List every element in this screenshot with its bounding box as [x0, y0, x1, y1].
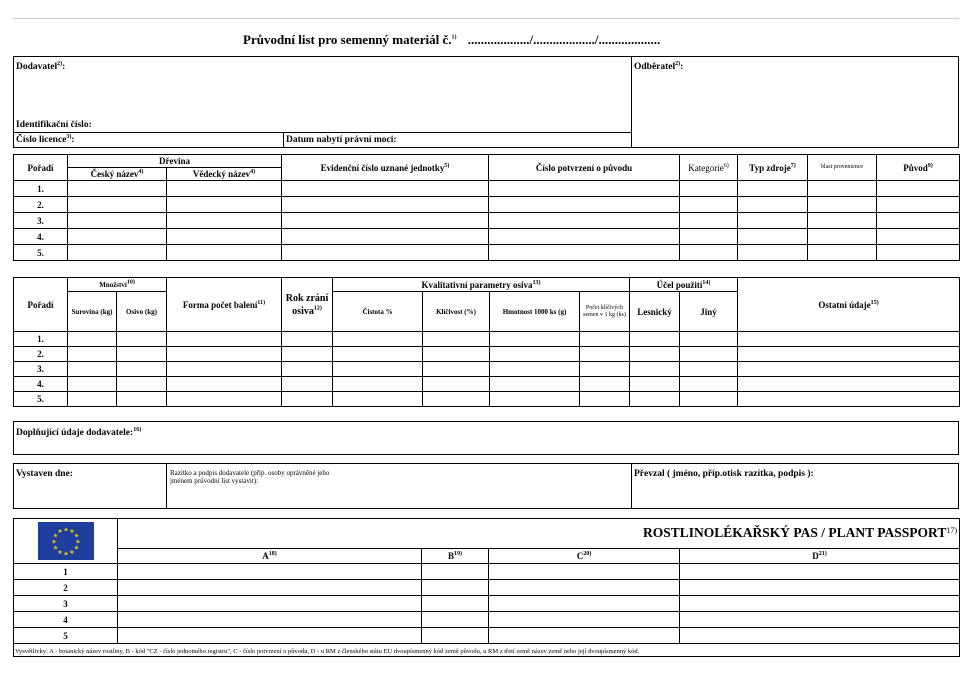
t2-mnozstvi-text: Množství — [99, 280, 127, 289]
t1-row-number: 3. — [14, 213, 68, 229]
table-row — [14, 332, 960, 347]
t2-cell[interactable] — [738, 347, 960, 362]
passport-cell[interactable] — [489, 628, 680, 644]
passport-col-d — [680, 549, 960, 564]
t2-cell[interactable] — [738, 332, 960, 347]
table-row — [14, 362, 960, 377]
t2-body — [14, 332, 960, 407]
t1-cesky-sup: 4) — [138, 169, 144, 175]
flag-star-icon: ★ — [73, 544, 79, 552]
t2-cell[interactable] — [630, 347, 680, 362]
t1-cell[interactable] — [808, 213, 877, 229]
supplier-sup: 2) — [57, 60, 63, 67]
t1-typ-header — [738, 155, 808, 181]
passport-col-d-text: D — [812, 551, 819, 561]
passport-cell[interactable] — [489, 580, 680, 596]
passport-cell[interactable] — [422, 596, 489, 612]
passport-title-sup: 17) — [946, 526, 958, 535]
title-sup: 1) — [451, 34, 457, 41]
t1-typ-sup: 7) — [790, 162, 796, 169]
t2-cell[interactable] — [117, 347, 167, 362]
species-table-wrap — [13, 154, 959, 261]
t2-ucel-header — [630, 278, 738, 292]
t2-mnozstvi-header — [68, 278, 167, 292]
page-title — [243, 32, 660, 48]
t2-cell[interactable] — [738, 377, 960, 392]
t2-ostatni-sup: 15) — [870, 299, 879, 306]
t2-cell[interactable] — [580, 392, 630, 407]
passport-cell[interactable] — [118, 628, 422, 644]
quantity-table-wrap — [13, 277, 959, 407]
t1-row-number: 5. — [14, 245, 68, 261]
issue-block — [13, 463, 959, 509]
t1-cell[interactable] — [282, 213, 489, 229]
flag-star-icon: ★ — [52, 532, 58, 540]
t2-cell[interactable] — [68, 347, 117, 362]
t2-cell[interactable] — [580, 347, 630, 362]
passport-cell[interactable] — [422, 612, 489, 628]
t1-cell[interactable] — [738, 181, 808, 197]
receiver-label-text: Odběratel — [634, 62, 676, 72]
table-row — [14, 580, 960, 596]
passport-col-a-sup: 18) — [268, 551, 277, 557]
t2-ucel-text: Účel použití — [656, 279, 703, 290]
flag-star-icon: ★ — [62, 550, 69, 558]
table-row — [14, 245, 960, 261]
t2-row-number: 5. — [14, 392, 68, 407]
t2-cell[interactable] — [282, 362, 333, 377]
t2-cell[interactable] — [423, 377, 490, 392]
t2-order-header: Pořadí — [14, 278, 68, 332]
t2-klicivost-header: Klíčivost (%) — [423, 292, 490, 332]
t2-cell[interactable] — [490, 347, 580, 362]
t2-lesnicky-header: Lesnický — [630, 292, 680, 332]
licence-label: Číslo licence$^{3)}$: — [16, 133, 75, 145]
t2-cell[interactable] — [630, 332, 680, 347]
t1-order-header: Pořadí — [14, 155, 68, 181]
t1-cell[interactable] — [877, 181, 960, 197]
t1-evid-text: Evidenční číslo uznané jednotky — [320, 162, 445, 173]
title-text: Průvodní list pro semenný materiál č. — [243, 32, 452, 47]
passport-cell[interactable] — [680, 580, 960, 596]
t1-cell[interactable] — [68, 197, 167, 213]
t2-ucel-sup: 14) — [702, 279, 711, 286]
licence-divider — [283, 132, 284, 148]
passport-table — [13, 518, 960, 657]
t2-hmotnost-header: Hmotnost 1000 ks (g) — [490, 292, 580, 332]
passport-cell[interactable] — [680, 628, 960, 644]
t1-cell[interactable] — [282, 229, 489, 245]
t1-drevina-header: Dřevina — [68, 155, 282, 168]
t2-forma-sup: 11) — [257, 299, 266, 306]
t1-cell[interactable] — [167, 197, 282, 213]
additional-info-label — [16, 428, 141, 438]
t1-cell[interactable] — [877, 245, 960, 261]
t2-cell[interactable] — [117, 392, 167, 407]
t2-osivo-header: Osivo (kg) — [117, 292, 167, 332]
passport-cell[interactable] — [118, 580, 422, 596]
t2-cell[interactable] — [680, 347, 738, 362]
passport-cell[interactable] — [680, 564, 960, 580]
passport-col-c — [489, 549, 680, 564]
eu-flag-icon — [38, 522, 94, 560]
legend-row — [14, 644, 960, 657]
t2-cell[interactable] — [630, 377, 680, 392]
t1-puvod-text: Původ — [903, 162, 928, 173]
issue-divider-1 — [166, 464, 167, 508]
t1-row-number: 4. — [14, 229, 68, 245]
passport-row-number: 4 — [14, 612, 118, 628]
table-row — [14, 197, 960, 213]
t1-vedecky-text: Vědecký název — [192, 169, 251, 179]
passport-cell[interactable] — [422, 628, 489, 644]
t2-forma-text: Forma počet balení — [182, 299, 258, 310]
t1-kategorie-header — [680, 155, 738, 181]
t1-cell[interactable] — [167, 213, 282, 229]
t2-ostatni-text: Ostatní údaje — [818, 299, 871, 310]
t1-oblast-header: blast provenience — [808, 155, 877, 181]
passport-cell[interactable] — [422, 564, 489, 580]
header-block — [13, 56, 959, 148]
t2-cell[interactable] — [738, 392, 960, 407]
t1-row-number: 2. — [14, 197, 68, 213]
t2-pocet-header: Počet klíčivých semen v 1 kg (ks) — [580, 292, 630, 332]
passport-col-b-sup: 19) — [454, 551, 462, 557]
t2-rok-text: Rok zrání osiva — [285, 292, 329, 317]
supplier-label: Dodavatel$^{2)}$: — [16, 60, 66, 72]
flag-star-icon: ★ — [50, 538, 57, 546]
t2-cell[interactable] — [738, 362, 960, 377]
t1-typ-text: Typ zdroje — [749, 162, 791, 173]
passport-cell[interactable] — [118, 612, 422, 628]
species-table — [13, 154, 960, 261]
t1-cesky-header — [68, 168, 167, 181]
table-row — [14, 347, 960, 362]
id-label: Identifikační číslo: — [16, 120, 92, 130]
licence-label-text: Číslo licence — [16, 135, 67, 145]
flag-star-icon: ★ — [74, 538, 81, 546]
t2-cell[interactable] — [333, 332, 423, 347]
t1-cell[interactable] — [738, 197, 808, 213]
passport-col-c-text: C — [576, 551, 584, 561]
title-box — [13, 18, 959, 56]
t2-cell[interactable] — [167, 377, 282, 392]
eu-flag-cell — [14, 519, 118, 564]
flag-star-icon: ★ — [68, 528, 75, 536]
t2-cell[interactable] — [333, 362, 423, 377]
t2-cell[interactable] — [680, 392, 738, 407]
t1-cell[interactable] — [680, 181, 738, 197]
t1-cell[interactable] — [738, 229, 808, 245]
t2-cell[interactable] — [680, 377, 738, 392]
passport-cell[interactable] — [422, 580, 489, 596]
t2-cell[interactable] — [630, 392, 680, 407]
t1-cell[interactable] — [680, 213, 738, 229]
t1-cell[interactable] — [877, 197, 960, 213]
t2-cell[interactable] — [630, 362, 680, 377]
passport-col-d-sup: 21) — [818, 551, 827, 557]
t2-cell[interactable] — [167, 332, 282, 347]
t2-row-number: 1. — [14, 332, 68, 347]
t2-cell[interactable] — [167, 347, 282, 362]
t2-cell[interactable] — [117, 332, 167, 347]
passport-col-a — [118, 549, 422, 564]
t2-cell[interactable] — [423, 392, 490, 407]
t2-cell[interactable] — [580, 332, 630, 347]
t1-cell[interactable] — [808, 245, 877, 261]
t2-kval-sup: 13) — [532, 279, 541, 286]
t1-cell[interactable] — [167, 229, 282, 245]
t1-cell[interactable] — [68, 213, 167, 229]
t1-cell[interactable] — [68, 229, 167, 245]
t1-row-number: 1. — [14, 181, 68, 197]
t2-cell[interactable] — [423, 332, 490, 347]
t1-kategorie-text: Kategorie — [688, 162, 724, 173]
t1-cell[interactable] — [680, 197, 738, 213]
t2-cell[interactable] — [68, 332, 117, 347]
t2-jiny-header: Jiný — [680, 292, 738, 332]
supplier-divider — [631, 57, 632, 148]
t2-cell[interactable] — [333, 347, 423, 362]
passport-col-b-text: B — [447, 551, 454, 561]
passport-title — [118, 519, 960, 549]
t1-cell[interactable] — [680, 245, 738, 261]
t2-cell[interactable] — [333, 377, 423, 392]
table-row — [14, 229, 960, 245]
table-row — [14, 596, 960, 612]
t1-vedecky-sup: 4) — [250, 169, 256, 175]
issued-date-label: Vystaven dne: — [16, 469, 73, 479]
t2-ostatni-header — [738, 278, 960, 332]
t1-cell[interactable] — [738, 245, 808, 261]
t2-row-number: 4. — [14, 377, 68, 392]
passport-wrap — [13, 518, 959, 657]
t1-cell[interactable] — [489, 245, 680, 261]
table-row — [14, 564, 960, 580]
additional-info-sup: 16) — [133, 426, 142, 433]
issue-divider-2 — [631, 464, 632, 508]
supplier-label-text: Dodavatel — [16, 62, 58, 72]
t2-cell[interactable] — [680, 362, 738, 377]
receiver-sup: 2) — [675, 60, 681, 67]
t2-cell[interactable] — [167, 362, 282, 377]
passport-cell[interactable] — [118, 564, 422, 580]
quantity-table — [13, 277, 960, 407]
t2-forma-header — [167, 278, 282, 332]
t1-cell[interactable] — [489, 181, 680, 197]
t1-cell[interactable] — [877, 213, 960, 229]
legend-text: Vysvětlivky: A - botanický název rostliny, B - kód "CZ - číslo jednotného registru", C - číslo potvrzení o původu, D - u RM z členského státu EU dvoupísmenný kód země původu, u RM z třetí země název země nebo její dvoupísmenný kód. — [15, 647, 640, 655]
t1-kategorie-sup: 6) — [723, 162, 729, 169]
flag-star-icon: ★ — [73, 532, 79, 540]
passport-col-b — [422, 549, 489, 564]
t1-evid-header — [282, 155, 489, 181]
t2-cell[interactable] — [490, 362, 580, 377]
t2-cell[interactable] — [333, 392, 423, 407]
table-row — [14, 377, 960, 392]
receiver-label: Odběratel$^{2)}$: — [634, 60, 684, 72]
t1-cell[interactable] — [808, 181, 877, 197]
received-label: Převzal ( jméno, příp.otisk razítka, podpis ): — [634, 469, 814, 479]
flag-star-icon: ★ — [62, 526, 69, 534]
flag-star-icon: ★ — [56, 548, 63, 556]
t1-body — [14, 181, 960, 261]
additional-info-text: Doplňující údaje dodavatele: — [16, 428, 134, 438]
t2-cell[interactable] — [117, 362, 167, 377]
flag-star-icon: ★ — [68, 548, 75, 556]
t1-cell[interactable] — [489, 213, 680, 229]
t2-cell[interactable] — [680, 332, 738, 347]
t1-cell[interactable] — [808, 229, 877, 245]
t2-kval-header — [333, 278, 630, 292]
t2-cell[interactable] — [490, 377, 580, 392]
passport-row-number: 3 — [14, 596, 118, 612]
licence-sup: 3) — [66, 133, 72, 140]
passport-col-a-text: A — [262, 551, 269, 561]
t1-potvrzeni-header: Číslo potvrzení o původu — [489, 155, 680, 181]
stamp-label: Razítko a podpis dodavatele (příp. osoby oprávněné jeho jménem průvodní list vystavit): — [170, 469, 330, 485]
t1-puvod-header — [877, 155, 960, 181]
t2-cell[interactable] — [423, 362, 490, 377]
t2-cell[interactable] — [167, 392, 282, 407]
passport-row-number: 1 — [14, 564, 118, 580]
t1-cell[interactable] — [680, 229, 738, 245]
t2-cell[interactable] — [282, 377, 333, 392]
table-row — [14, 213, 960, 229]
t2-cell[interactable] — [68, 392, 117, 407]
t2-cell[interactable] — [282, 347, 333, 362]
t1-cell[interactable] — [167, 181, 282, 197]
passport-cell[interactable] — [680, 596, 960, 612]
table-row — [14, 392, 960, 407]
passport-title-text: ROSTLINOLÉKAŘSKÝ PAS / PLANT PASSPORT — [643, 525, 947, 540]
t2-cell[interactable] — [68, 362, 117, 377]
t1-cell[interactable] — [68, 181, 167, 197]
t2-cell[interactable] — [490, 392, 580, 407]
t1-cell[interactable] — [167, 245, 282, 261]
t2-rok-sup: 12) — [313, 305, 322, 312]
t1-cell[interactable] — [808, 197, 877, 213]
t1-evid-sup: 5) — [444, 162, 450, 169]
t2-kval-text: Kvalitativní parametry osiva — [421, 279, 533, 290]
table-row — [14, 181, 960, 197]
t1-puvod-sup: 9) — [927, 162, 933, 169]
date-label: Datum nabytí právní moci: — [286, 135, 397, 145]
t2-surovina-header: Surovina (kg) — [68, 292, 117, 332]
t2-rok-header — [282, 278, 333, 332]
passport-cell[interactable] — [489, 612, 680, 628]
t2-row-number: 3. — [14, 362, 68, 377]
t1-cell[interactable] — [68, 245, 167, 261]
table-row — [14, 612, 960, 628]
t2-cell[interactable] — [490, 332, 580, 347]
t1-cell[interactable] — [282, 245, 489, 261]
t2-mnozstvi-sup: 10) — [126, 279, 135, 286]
table-row — [14, 628, 960, 644]
title-dots: .................../.................../................... — [467, 32, 661, 47]
t2-cistota-header: Čistota % — [333, 292, 423, 332]
passport-cell[interactable] — [680, 612, 960, 628]
passport-col-c-sup: 20) — [583, 551, 592, 557]
passport-body — [14, 564, 960, 657]
additional-info-box[interactable] — [13, 421, 959, 455]
t2-cell[interactable] — [282, 392, 333, 407]
legend-cell — [14, 644, 960, 657]
passport-cell[interactable] — [489, 596, 680, 612]
t2-row-number: 2. — [14, 347, 68, 362]
t2-cell[interactable] — [68, 377, 117, 392]
t2-cell[interactable] — [580, 377, 630, 392]
t2-cell[interactable] — [117, 377, 167, 392]
flag-star-icon: ★ — [52, 544, 58, 552]
t1-cell[interactable] — [489, 229, 680, 245]
passport-row-number: 2 — [14, 580, 118, 596]
t1-cell[interactable] — [489, 197, 680, 213]
t1-cell[interactable] — [738, 213, 808, 229]
passport-cell[interactable] — [118, 596, 422, 612]
t2-cell[interactable] — [282, 332, 333, 347]
passport-cell[interactable] — [489, 564, 680, 580]
passport-row-number: 5 — [14, 628, 118, 644]
t1-cell[interactable] — [282, 197, 489, 213]
t2-cell[interactable] — [423, 347, 490, 362]
t1-cell[interactable] — [877, 229, 960, 245]
t1-cell[interactable] — [282, 181, 489, 197]
t1-vedecky-header — [167, 168, 282, 181]
flag-star-icon: ★ — [56, 528, 63, 536]
t2-cell[interactable] — [580, 362, 630, 377]
t1-cesky-text: Český název — [90, 169, 139, 179]
